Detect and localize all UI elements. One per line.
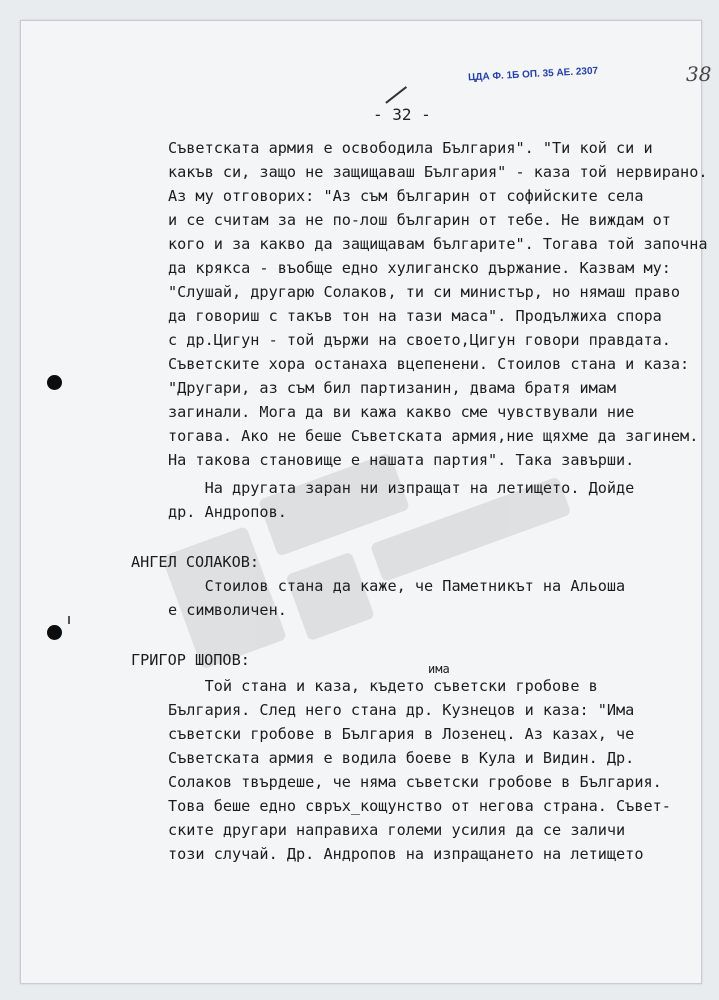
text-line: "Слушай, другарю Солаков, ти си министър, но нямаш право	[168, 283, 681, 301]
folio-number: 38	[686, 62, 712, 86]
text-line: Съветската армия е водила боеве в Кула и Видин. Др.	[168, 749, 635, 767]
text-line: Той стана и каза, където съветски гробове в	[168, 677, 598, 695]
margin-mark	[68, 616, 70, 624]
text-line: кого и за какво да защищавам българите". Тогава той започна	[168, 235, 708, 253]
text-line: този случай. Др. Андропов на изпращането на летището	[168, 845, 644, 863]
page-number: - 32 -	[373, 105, 431, 124]
text-line: да крякса - въобще едно хулиганско държание. Казвам му:	[168, 259, 671, 277]
pen-stroke	[385, 86, 406, 103]
text-line: На другата заран ни изпращат на летището. Дойде	[168, 479, 635, 497]
text-line: Аз му отговорих: "Аз съм българин от софийските села	[168, 187, 644, 205]
text-line: Стоилов стана да каже, че Паметникът на Альоша	[168, 577, 626, 595]
speaker-heading: АНГЕЛ СОЛАКОВ:	[131, 553, 260, 571]
text-line: загинали. Мога да ви кажа какво сме чувствували ние	[168, 403, 635, 421]
text-line: да говориш с такъв тон на тази маса". Продължихa спора	[168, 307, 662, 325]
text-line: Солаков твърдеше, че няма съветски гробове в България.	[168, 773, 662, 791]
text-line: е символичен.	[168, 601, 287, 619]
inserted-word: има	[428, 662, 450, 676]
text-line: "Другари, аз съм бил партизанин, двама братя имам	[168, 379, 617, 397]
speaker-heading: ГРИГОР ШОПОВ:	[131, 651, 250, 669]
text-line: и се считам за не по-лош българин от тебе. Не виждам от	[168, 211, 671, 229]
text-line: Това беше едно свръх_кощунство от негова страна. Съвет-	[168, 797, 671, 815]
text-line: какъв си, защо не защищаваш България" - каза той нервирано.	[168, 163, 708, 181]
punch-hole-icon	[47, 625, 62, 640]
text-line: Съветските хора останаха вцепенени. Стоилов стана и каза:	[168, 355, 690, 373]
text-line: На такова становище е нашата партия". Така завърши.	[168, 451, 635, 469]
text-line: Съветската армия е освободила България". "Ти кой си и	[168, 139, 653, 157]
archive-stamp: ЦДА Ф. 1Б ОП. 35 АЕ. 2307	[467, 65, 599, 84]
punch-hole-icon	[47, 375, 62, 390]
text-line: др. Андропов.	[168, 503, 287, 521]
text-line: България. След него стана др. Кузнецов и каза: "Има	[168, 701, 635, 719]
text-line: с др.Цигун - той държи на своето,Цигун говори правдата.	[168, 331, 671, 349]
text-line: ските другари направиха големи усилия да се заличи	[168, 821, 626, 839]
text-line: съветски гробове в България в Лозенец. Аз казах, че	[168, 725, 635, 743]
document-page	[20, 20, 712, 984]
text-line: тогава. Ако не беше Съветската армия,ние щяхме да загинем.	[168, 427, 699, 445]
